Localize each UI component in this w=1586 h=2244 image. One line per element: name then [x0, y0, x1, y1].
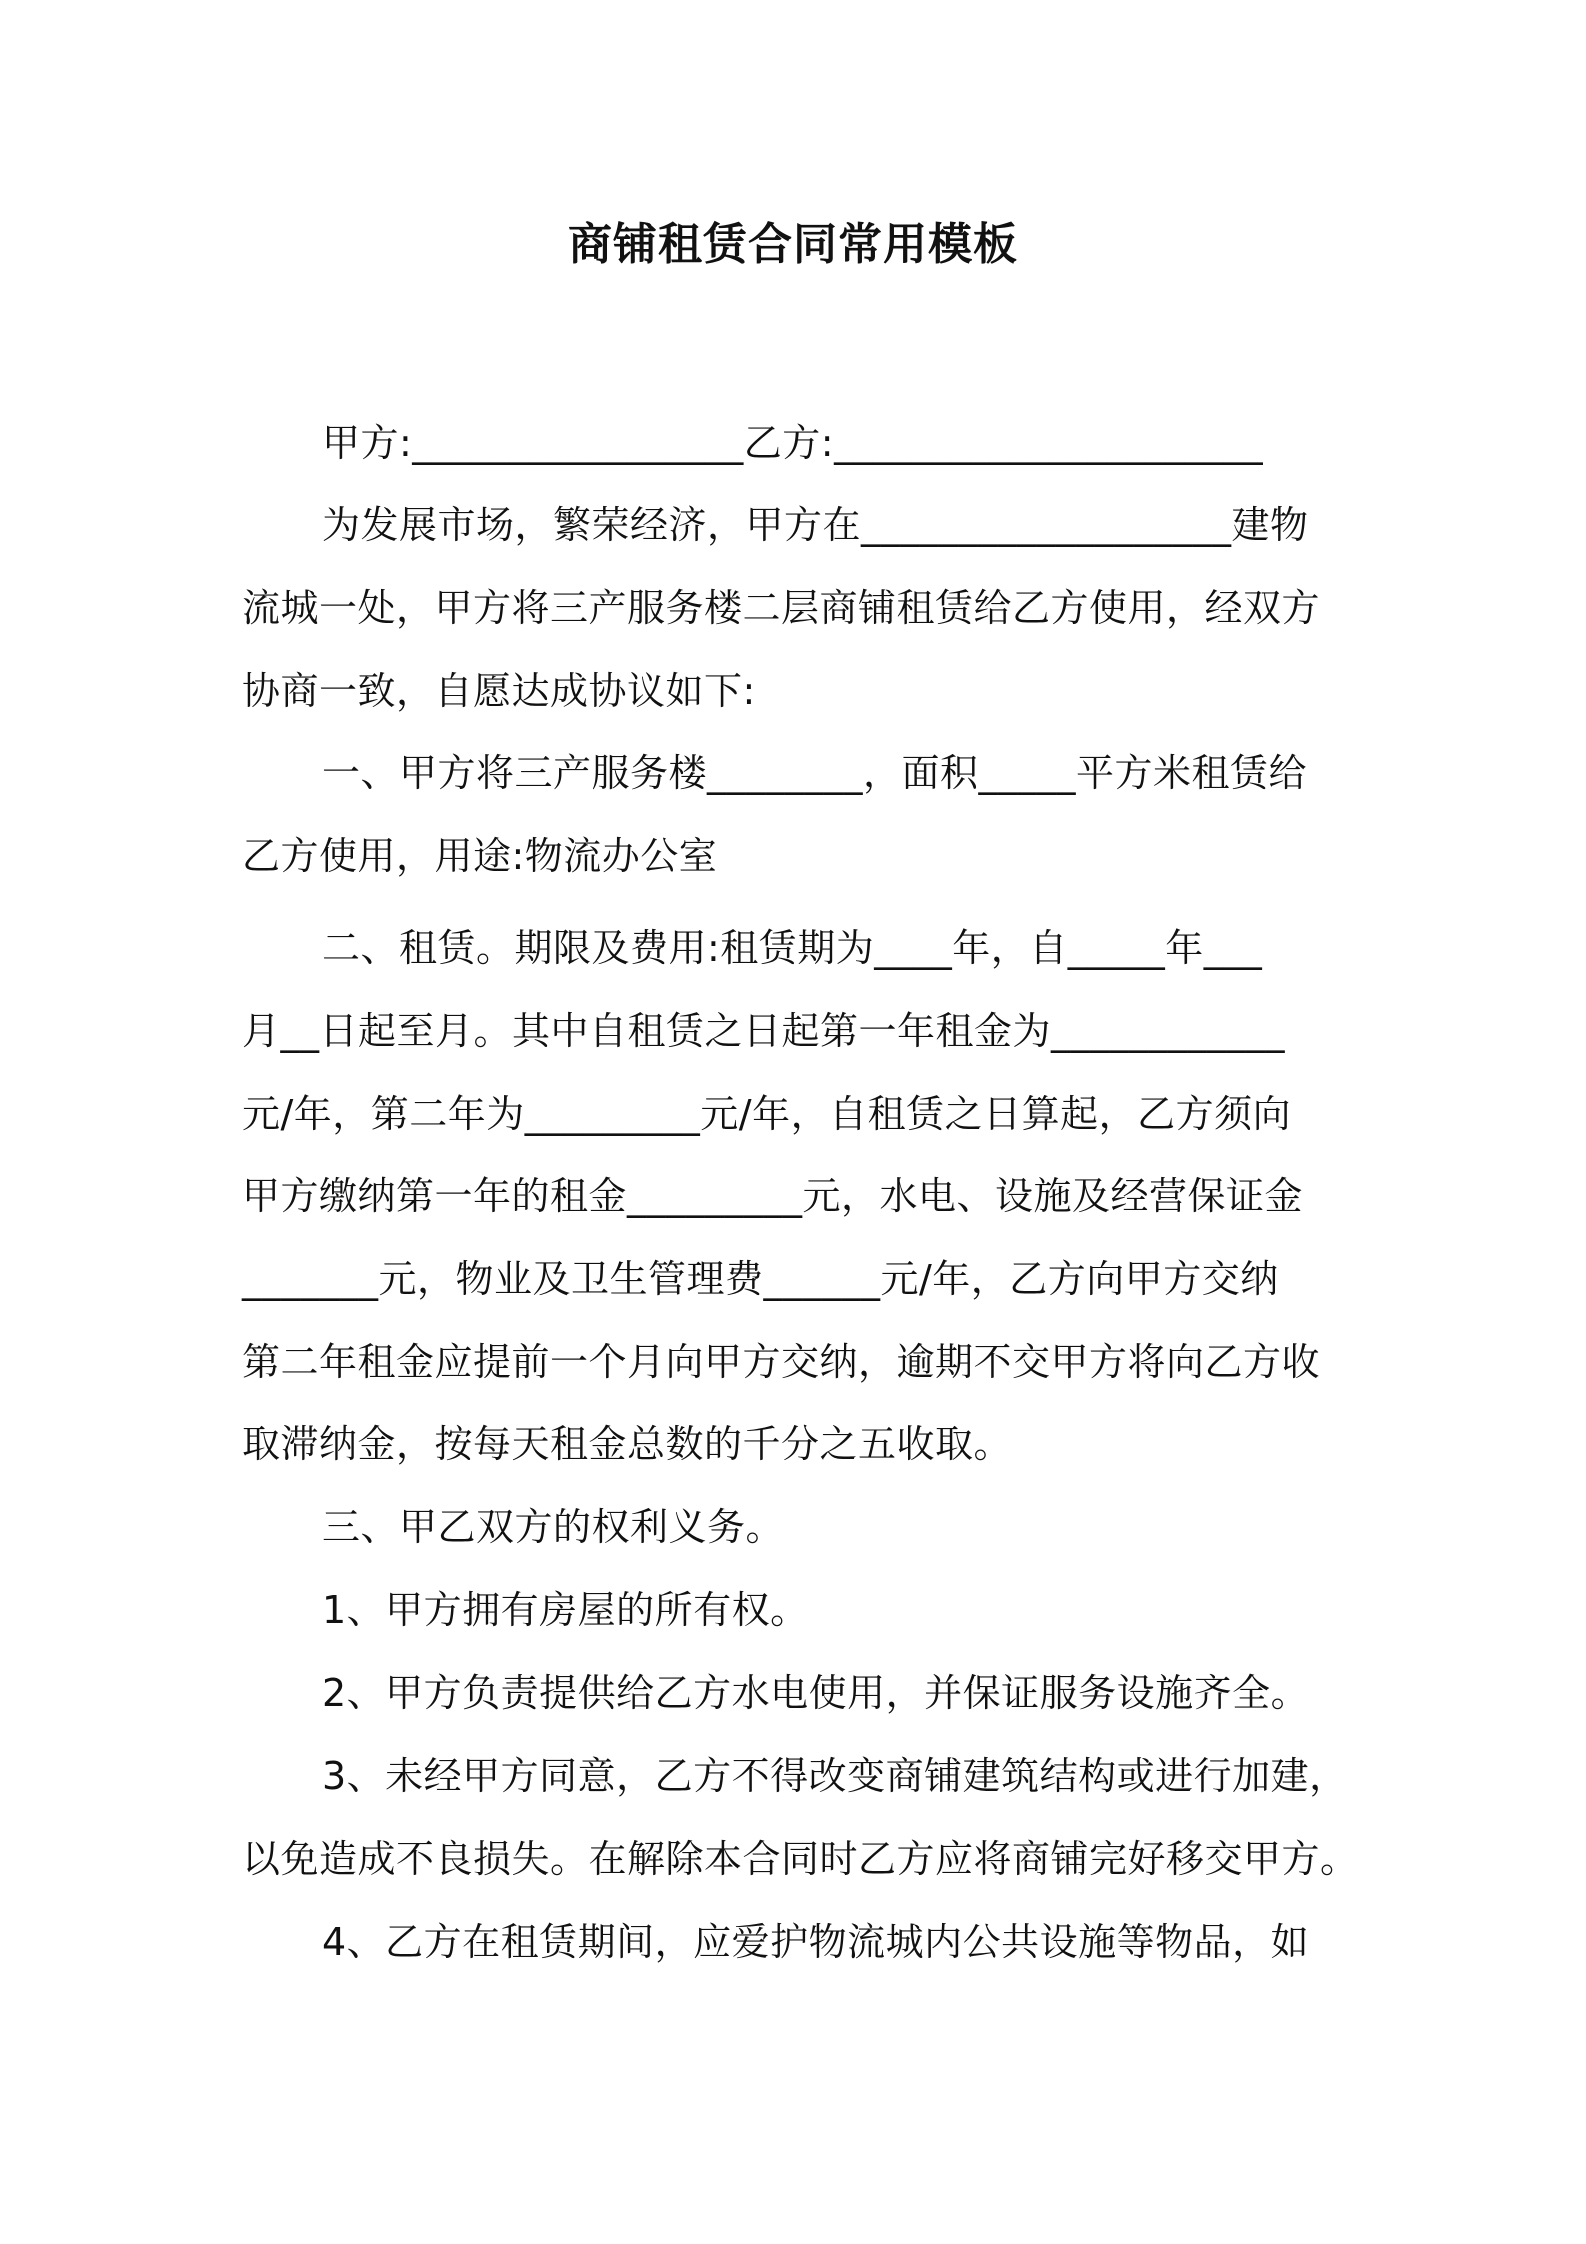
party-line: 甲方:_________________乙方:______________________: [322, 421, 1264, 465]
text-line: 月__日起至月。其中自租赁之日起第一年租金为____________: [242, 1009, 1286, 1053]
text-line: 协商一致，自愿达成协议如下:: [242, 669, 756, 713]
text-line: 一、甲方将三产服务楼________，面积_____平方米租赁给: [322, 751, 1308, 795]
text-line: 为发展市场，繁荣经济，甲方在___________________建物: [322, 503, 1309, 547]
text-line: 甲方缴纳第一年的租金_________元，水电、设施及经营保证金: [242, 1174, 1304, 1218]
list-item: 2、甲方负责提供给乙方水电使用，并保证服务设施齐全。: [322, 1671, 1310, 1715]
text-line: 以免造成不良损失。在解除本合同时乙方应将商铺完好移交甲方。: [242, 1837, 1359, 1881]
list-item: 3、未经甲方同意，乙方不得改变商铺建筑结构或进行加建，: [322, 1754, 1348, 1798]
section-heading: 三、甲乙双方的权利义务。: [322, 1505, 785, 1549]
list-item: 4、乙方在租赁期间，应爱护物流城内公共设施等物品，如: [322, 1920, 1310, 1964]
text-line: 第二年租金应提前一个月向甲方交纳，逾期不交甲方将向乙方收: [242, 1340, 1321, 1384]
text-line: 乙方使用，用途:物流办公室: [242, 834, 718, 878]
text-line: _______元，物业及卫生管理费______元/年，乙方向甲方交纳: [242, 1257, 1279, 1301]
text-line: 元/年，第二年为_________元/年，自租赁之日算起，乙方须向: [242, 1092, 1292, 1136]
text-line: 流城一处，甲方将三产服务楼二层商铺租赁给乙方使用，经双方: [242, 586, 1321, 630]
text-line: 取滞纳金，按每天租金总数的千分之五收取。: [242, 1422, 1013, 1466]
document-title: 商铺租赁合同常用模板: [568, 219, 1018, 270]
text-line: 二、租赁。期限及费用:租赁期为____年，自_____年___: [322, 926, 1263, 970]
list-item: 1、甲方拥有房屋的所有权。: [322, 1588, 809, 1632]
